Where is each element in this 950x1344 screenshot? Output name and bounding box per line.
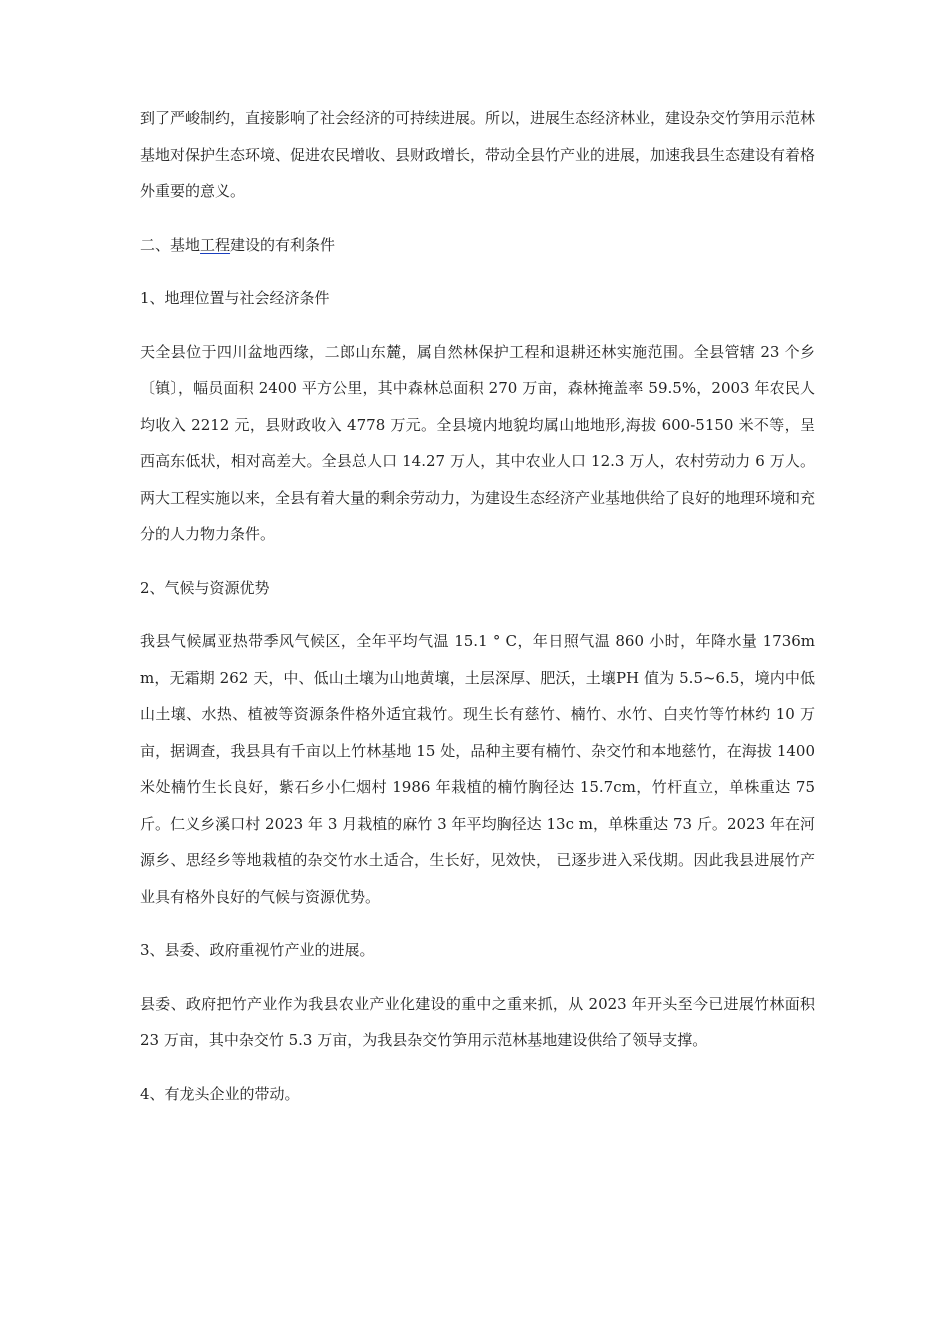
section2-heading-suffix: 建设的有利条件 [230,235,336,254]
section2-heading [140,227,815,264]
subsection3-heading: 3、县委、政府重视竹产业的进展。 [140,941,375,959]
subsection3-body: 县委、政府把竹产业作为我县农业产业化建设的重中之重来抓，从 2023 年开头至今已进展竹林面积 23 万亩，其中杂交竹 5.3 万亩，为我县杂交竹笋用示范林基地建设供给了领导支撑。 [140,994,815,1049]
intro-paragraph: 到了严峻制约，直接影响了社会经济的可持续进展。所以，进展生态经济林业，建设杂交竹笋用示范林基地对保护生态环境、促进农民增收、县财政增长，带动全县竹产业的进展，加速我县生态建设有着格外重要的意义。 [140,109,816,200]
subsection2-body: 我县气候属亚热带季风气候区，全年平均气温 15.1 ° C，年日照气温 860 小时，年降水量 1736mm，无霜期 262 天，中、低山土壤为山地黄壤，土层深厚、肥沃，土壤PH 值为 5.5~6.5，境内中低山土壤、水热、植被等资源条件格外适宜栽竹。现生长有慈竹、楠竹、水竹、白夹竹等竹林约 10 万亩，据调查，我县具有千亩以上竹林基地 15 处，品种主要有楠竹、杂交竹和本地慈竹，在海拔 1400 米处楠竹生长良好，紫石乡小仁烟村 1986 年栽植的楠竹胸径达 15.7cm，竹杆直立，单株重达 75 斤。仁义乡溪口村 2023 年 3 月栽植的麻竹 3 年平均胸径达 13c m，单株重达 73 斤。2023 年在河源乡、思经乡等地栽植的杂交竹水土适合，生长好，见效快， 已逐步进入采伐期。因此我县进展竹产业具有格外良好的气候与资源优势。 [140,632,815,906]
subsection4-heading: 4、有龙头企业的带动。 [140,1084,300,1103]
subsection1-body: 天全县位于四川盆地西缘，二郎山东麓，属自然林保护工程和退耕还林实施范围。全县管辖 23 个乡〔镇〕，幅员面积 2400 平方公里，其中森林总面积 270 万亩，森林掩盖率 59.5%，2003 年农民人均收入 2212 元，县财政收入 4778 万元。全县境内地貌均属山地地形,海拔 600-5150 米不等，呈西高东低状，相对高差大。全县总人口 14.27 万人，其中农业人口 12.3 万人，农村劳动力 6 万人。两大工程实施以来，全县有着大量的剩余劳动力，为建设生态经济产业基地供给了良好的地理环境和充分的人力物力条件。 [140,342,816,543]
subsection2-heading: 2、气候与资源优势 [140,578,270,597]
document-page [140,100,815,1129]
section2-heading-link[interactable]: 工程 [200,235,231,254]
subsection1-heading: 1、地理位置与社会经济条件 [140,289,330,307]
section2-heading-prefix: 二、基地 [140,235,201,254]
